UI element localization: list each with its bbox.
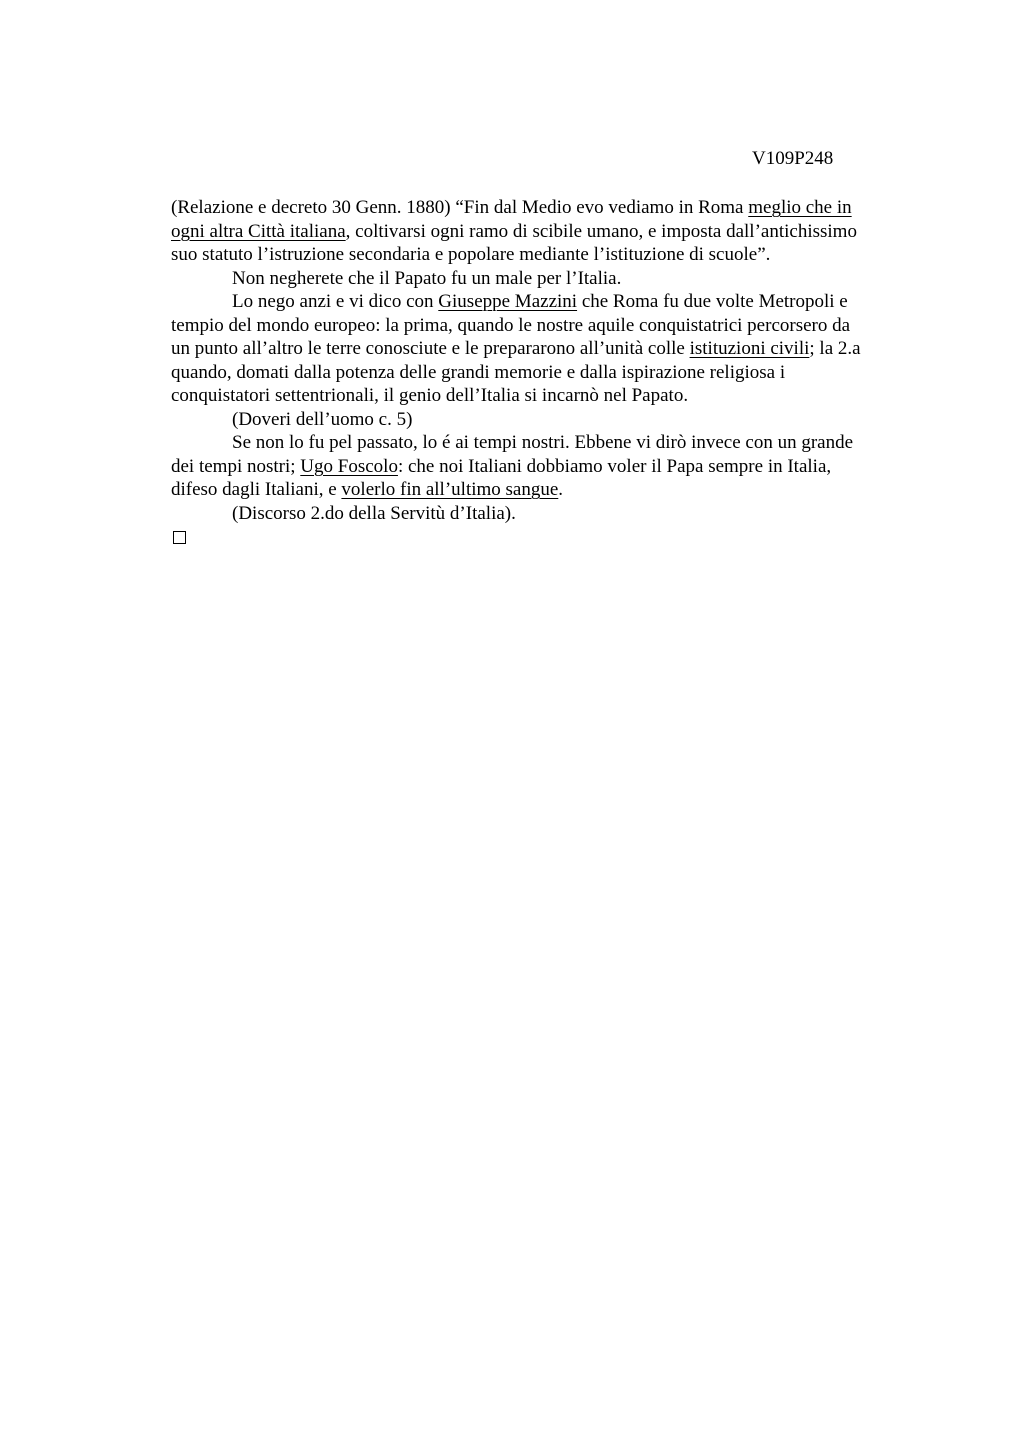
text-line: suo statuto l’istruzione secondaria e popolare mediante l’istituzione di scuole”. xyxy=(171,244,771,265)
text-line: (Doveri dell’uomo c. 5) xyxy=(232,408,413,430)
text-line: Non negherete che il Papato fu un male per l’Italia. xyxy=(232,267,622,289)
text-line: Lo nego anzi e vi dico con Giuseppe Mazzini che Roma fu due volte Metropoli e xyxy=(232,291,848,312)
text-line: (Discorso 2.do della Servitù d’Italia). xyxy=(232,502,516,524)
underlined-text: Giuseppe Mazzini xyxy=(438,291,578,312)
page-id: V109P248 xyxy=(752,148,834,169)
text-line: quando, domati dalla potenza delle grandi memorie e dalla ispirazione religiosa i xyxy=(171,361,786,383)
text-line: un punto all’altro le terre conosciute e le prepararono all’unità colle istituzioni civili; la 2.a xyxy=(171,338,861,359)
checkbox-icon xyxy=(173,531,186,544)
underlined-text: ogni altra Città italiana xyxy=(171,220,346,242)
text-line: ogni altra Città italiana, coltivarsi ogni ramo di scibile umano, e imposta dall’antichissimo xyxy=(171,220,857,242)
document-body xyxy=(171,196,921,525)
underlined-text: volerlo fin all’ultimo sangue xyxy=(341,479,559,500)
text-line: difeso dagli Italiani, e volerlo fin all’ultimo sangue. xyxy=(171,479,564,500)
underlined-text: meglio che in xyxy=(748,197,852,218)
text-line: tempio del mondo europeo: la prima, quando le nostre aquile conquistatrici percorsero da xyxy=(171,314,851,336)
text-line: Se non lo fu pel passato, lo é ai tempi nostri. Ebbene vi dirò invece con un grande xyxy=(232,432,854,453)
text-line: dei tempi nostri; Ugo Foscolo: che noi Italiani dobbiamo voler il Papa sempre in Italia, xyxy=(171,455,832,477)
text-line: conquistatori settentrionali, il genio dell’Italia si incarnò nel Papato. xyxy=(171,385,689,406)
text-line: (Relazione e decreto 30 Genn. 1880) “Fin dal Medio evo vediamo in Roma meglio che in xyxy=(171,197,852,218)
underlined-text: istituzioni civili xyxy=(689,338,810,359)
underlined-text: Ugo Foscolo xyxy=(300,455,398,477)
